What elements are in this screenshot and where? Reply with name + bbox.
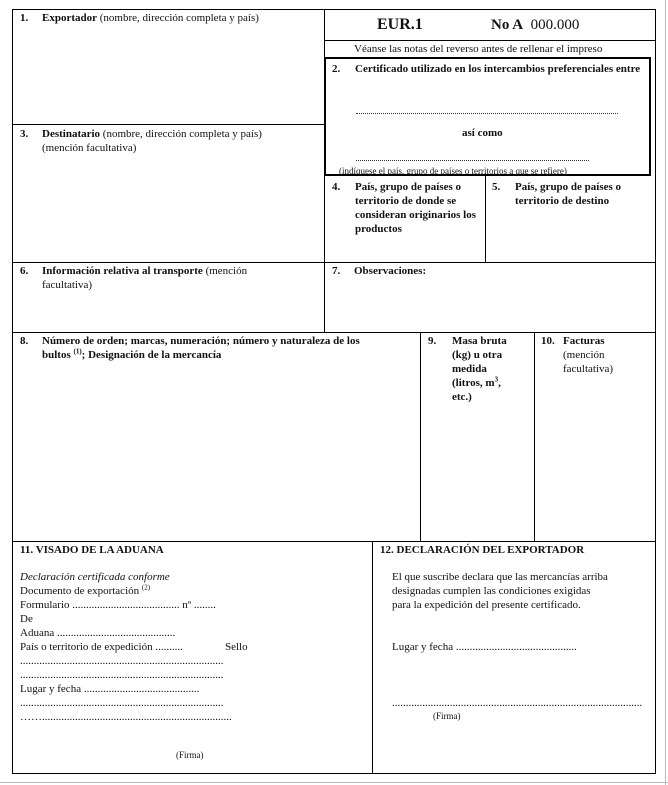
box10-num [541, 334, 563, 348]
box7-label: Observaciones: [354, 265, 427, 277]
box3-label: Destinatario [42, 128, 101, 140]
box3-line2: (mención facultativa) [42, 142, 137, 154]
box9-l2: (kg) u otra [452, 349, 503, 361]
box7-heading [332, 264, 426, 278]
box6-line2: facultativa) [42, 279, 93, 291]
box10-l1: Facturas [563, 335, 605, 347]
box8-label-c: ; Designación de la mercancía [81, 349, 222, 361]
divider-box8-box9 [420, 332, 421, 541]
frame-bottom [12, 773, 655, 774]
box3-rest: (nombre, dirección completa y país) [100, 128, 262, 140]
box2-number: 2. [332, 63, 341, 75]
page-edge-bottom [0, 782, 668, 783]
box9-l5: etc.) [452, 391, 472, 403]
box12-lugar: Lugar y fecha ............................................ [392, 641, 577, 653]
box11-de: De [20, 613, 33, 625]
box2-dotline-1 [356, 113, 618, 114]
box1-heading [20, 11, 259, 25]
reverse-notice: Véanse las notas del reverso antes de rellenar el impreso [354, 43, 603, 55]
number-value: 000.000 [530, 17, 580, 33]
box9-l4-text: (litros, m [452, 377, 495, 389]
box12-l1: El que suscribe declara que las mercancías arriba [392, 571, 608, 583]
box9-l4 [452, 376, 501, 390]
box3-num: 3. [20, 128, 29, 140]
box3-heading [20, 127, 262, 141]
divider-box9-box10 [534, 332, 535, 541]
box12-title: 12. DECLARACIÓN DEL EXPORTADOR [380, 544, 585, 556]
number-label: No A [491, 17, 524, 33]
box7-num: 7. [332, 265, 341, 277]
page-edge [665, 0, 666, 785]
box11-dots3: .......................................................................... [20, 697, 224, 709]
box12-firma: (Firma) [433, 711, 461, 721]
box5-label: País, grupo de países o territorio de destino [515, 181, 622, 207]
box11-doc-text: Documento de exportación [20, 585, 140, 597]
divider-box11-box12 [372, 541, 373, 774]
box11-doc [20, 584, 150, 598]
divider-header [324, 40, 655, 41]
box11-pais: País o territorio de expedición .......... [20, 641, 183, 653]
box9-l3: medida [452, 363, 487, 375]
box8-heading [20, 334, 360, 348]
box4-number: 4. [332, 181, 341, 193]
box6-label: Información relativa al transporte [42, 265, 203, 277]
divider-box4-box5 [485, 176, 486, 262]
box11-aduana: Aduana ........................................... [20, 627, 176, 639]
box6-rest: (mención [202, 265, 248, 277]
box10-l2: (mención [563, 349, 605, 361]
divider-row-goods [12, 332, 655, 333]
box8-num: 8. [20, 335, 29, 347]
box12-l3: para la expedición del presente certificado. [392, 599, 581, 611]
box11-dots2: .......................................................................... [20, 669, 224, 681]
box11-title: 11. VISADO DE LA ADUANA [20, 544, 164, 556]
box6-heading [20, 264, 247, 278]
divider-row-visado [12, 541, 655, 542]
box11-firma: (Firma) [176, 750, 204, 760]
divider-box1-box3 [12, 124, 324, 125]
frame-right [655, 9, 656, 774]
box2-label: Certificado utilizado en los intercambios preferenciales entre [355, 63, 641, 75]
box1-num: 1. [20, 12, 29, 24]
box2-dotline-2 [356, 160, 589, 161]
box11-dots1: .......................................................................... [20, 655, 224, 667]
box11-dots4: ……..................................................................... [20, 711, 232, 723]
box8-label-b: bultos [42, 349, 71, 361]
box10-l3: facultativa) [563, 363, 614, 375]
box4-label: País, grupo de países o territorio de donde se consideran originarios los productos [355, 181, 477, 235]
box5-number: 5. [492, 181, 501, 193]
box1-label: Exportador [42, 12, 97, 24]
box9-number: 9. [428, 335, 437, 347]
box12-l2: designadas cumplen las condiciones exigidas [392, 585, 591, 597]
box2-note: (indíquese el país, grupo de países o territorios a que se refiere) [339, 166, 567, 176]
box5-num [492, 180, 514, 194]
form-number [491, 17, 579, 34]
box1-rest: (nombre, dirección completa y país) [97, 12, 259, 24]
box11-form: Formulario ....................................... nº ........ [20, 599, 216, 611]
frame-top [12, 9, 655, 10]
box9-num [428, 334, 450, 348]
divider-row-transport [12, 262, 655, 263]
box9-l1: Masa bruta [452, 335, 507, 347]
box11-doc-sup: (2) [141, 583, 151, 592]
box9-l4-tail: , [498, 377, 501, 389]
box6-num: 6. [20, 265, 29, 277]
box11-sello: Sello [225, 641, 248, 653]
box11-lugar: Lugar y fecha .......................................... [20, 683, 200, 695]
box8-label-a: Número de orden; marcas, numeración; número y naturaleza de los [42, 335, 360, 347]
box2-num [332, 62, 354, 76]
box10-number: 10. [541, 335, 555, 347]
box2-mid: así como [462, 127, 503, 139]
box11-subtitle: Declaración certificada conforme [20, 571, 170, 583]
box8-sup: (1) [73, 347, 82, 356]
box8-line2 [42, 348, 221, 362]
form-title: EUR.1 [377, 16, 423, 33]
box4-num [332, 180, 354, 194]
box9-sup: 3 [494, 375, 499, 384]
box12-dots: ........................................................................................... [392, 697, 643, 709]
